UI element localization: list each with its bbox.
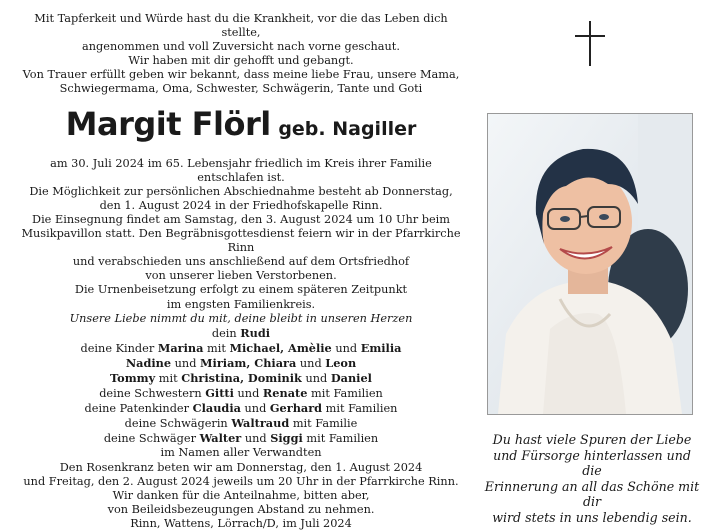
quote-line: und Fürsorge hinterlassen und die xyxy=(493,447,691,479)
mourner-name: Tommy xyxy=(110,370,156,385)
mourner-text: mit xyxy=(203,341,230,355)
mourner-text: und xyxy=(171,356,201,370)
mourner-name: Gerhard xyxy=(269,401,323,416)
intro-line: Schwiegermama, Oma, Schwester, Schwägerin, Tante und Goti xyxy=(59,82,423,96)
body-line: im engsten Familienkreis. xyxy=(166,297,316,311)
mourner-text: mit Familien xyxy=(302,432,379,446)
mourner-text: deine Kinder xyxy=(80,341,158,355)
mourner-text: und xyxy=(296,356,326,370)
body-line: Die Einsegnung findet am Samstag, den 3. August 2024 um 10 Uhr beim xyxy=(32,212,450,226)
mourner-text: und xyxy=(233,387,263,401)
mourner-name: Christina, Dominik xyxy=(181,370,302,385)
mourner-line xyxy=(14,356,468,371)
body-line: Musikpavillon statt. Den Begräbnisgottesdienst feiern wir in der Pfarrkirche Rinn xyxy=(21,227,461,255)
name-main: Margit Flörl xyxy=(65,104,271,143)
name-birth: geb. Nagiller xyxy=(278,117,417,140)
mourner-line xyxy=(14,386,468,401)
body-line: Die Urnenbeisetzung erfolgt zu einem späteren Zeitpunkt xyxy=(74,283,408,297)
intro-line: Von Trauer erfüllt geben wir bekannt, dass meine liebe Frau, unsere Mama, xyxy=(22,68,460,82)
body-line: von unserer lieben Verstorbenen. xyxy=(145,269,337,283)
mourner-line xyxy=(14,326,468,341)
mourner-line: im Namen aller Verwandten xyxy=(160,446,322,460)
body-line: am 30. Juli 2024 im 65. Lebensjahr friedlich im Kreis ihrer Familie xyxy=(50,156,432,170)
mourner-text: und xyxy=(241,432,271,446)
intro-block xyxy=(14,12,468,97)
mourner-name: Gitti xyxy=(205,386,234,401)
closing-line: und Freitag, den 2. August 2024 jeweils um 20 Uhr in der Pfarrkirche Rinn. xyxy=(23,474,459,488)
body-line: Die Möglichkeit zur persönlichen Abschiednahme besteht ab Donnerstag, xyxy=(29,184,453,198)
portrait-photo xyxy=(487,113,693,415)
quote-line: wird stets in uns lebendig sein. xyxy=(492,509,692,525)
cross-icon xyxy=(575,21,605,66)
body-block xyxy=(14,157,468,312)
body-line: den 1. August 2024 in der Friedhofskapelle Rinn. xyxy=(99,198,383,212)
mourner-line xyxy=(14,431,468,446)
mourner-name: Walter xyxy=(199,431,242,446)
mourner-name: Leon xyxy=(325,355,357,370)
body-line: entschlafen ist. xyxy=(197,170,285,184)
motto: Unsere Liebe nimmt du mit, deine bleibt in unseren Herzen xyxy=(69,311,413,325)
mourner-name: Claudia xyxy=(192,401,241,416)
mourners-block xyxy=(14,326,468,461)
mourner-name: Rudi xyxy=(240,325,271,340)
mourner-name: Siggi xyxy=(270,431,303,446)
mourner-text: mit Familie xyxy=(289,417,358,431)
mourner-text: deine Schwägerin xyxy=(124,417,232,431)
quote-line: Du hast viele Spuren der Liebe xyxy=(492,432,692,447)
closing-line: Den Rosenkranz beten wir am Donnerstag, den 1. August 2024 xyxy=(59,460,423,474)
mourner-line xyxy=(14,401,468,416)
mourner-text: dein xyxy=(211,326,241,340)
closing-block xyxy=(14,461,468,531)
mourner-name: Marina xyxy=(157,340,204,355)
deceased-name xyxy=(14,105,468,151)
mourner-name: Daniel xyxy=(330,370,372,385)
mourner-name: Waltraud xyxy=(231,416,290,431)
closing-quote xyxy=(484,432,700,526)
mourner-name: Renate xyxy=(262,386,308,401)
closing-line: Wir danken für die Anteilnahme, bitten aber, xyxy=(112,488,370,502)
mourner-text: und xyxy=(331,341,361,355)
mourner-text: deine Patenkinder xyxy=(84,402,193,416)
mourner-text: und xyxy=(301,371,331,385)
mourner-text: und xyxy=(240,402,270,416)
mourner-text: mit Familien xyxy=(307,387,383,401)
mourner-name: Michael, Amèlie xyxy=(229,340,332,355)
mourner-name: Emilia xyxy=(360,340,402,355)
mourner-text: mit xyxy=(155,371,182,385)
mourner-text: deine Schwestern xyxy=(99,387,206,401)
intro-line: angenommen und voll Zuversicht nach vorne geschaut. xyxy=(82,40,400,54)
closing-line: von Beileidsbezeugungen Abstand zu nehmen. xyxy=(107,502,375,516)
quote-line: Erinnerung an all das Schöne mit dir xyxy=(484,478,700,510)
mourner-text: mit Familien xyxy=(322,402,398,416)
mourner-name: Miriam, Chiara xyxy=(200,355,297,370)
text-column xyxy=(14,12,468,531)
closing-line: Rinn, Wattens, Lörrach/D, im Juli 2024 xyxy=(130,516,352,530)
mourner-line xyxy=(14,371,468,386)
mourner-line xyxy=(14,341,468,356)
mourner-name: Nadine xyxy=(125,355,172,370)
intro-line: Wir haben mit dir gehofft und gebangt. xyxy=(128,54,354,68)
intro-line: Mit Tapferkeit und Würde hast du die Krankheit, vor die das Leben dich stellte, xyxy=(34,12,448,40)
mourner-text: deine Schwäger xyxy=(103,432,200,446)
mourner-line xyxy=(14,416,468,431)
body-line: und verabschieden uns anschließend auf dem Ortsfriedhof xyxy=(72,255,410,269)
